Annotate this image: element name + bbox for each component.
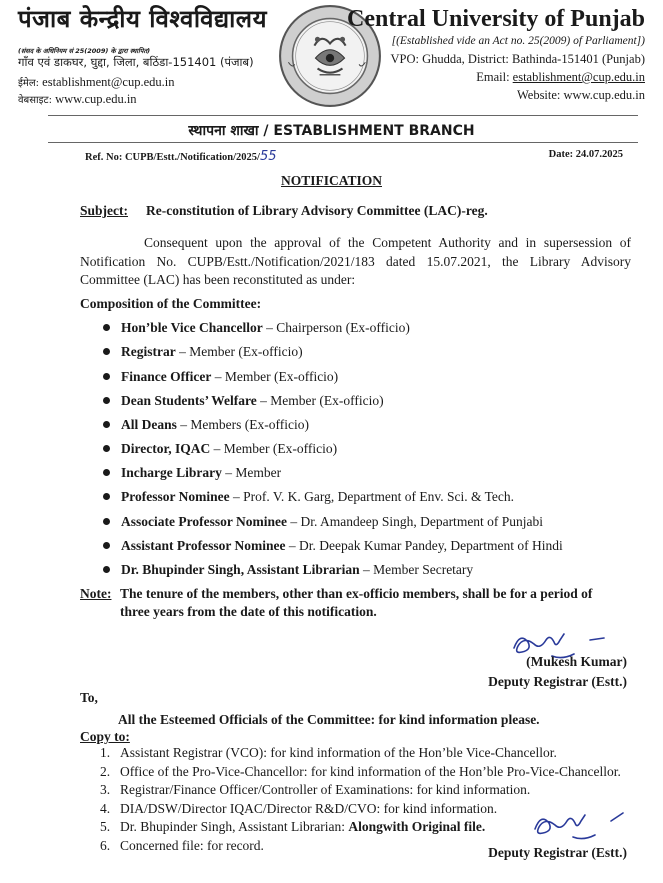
signatory-name: (Mukesh Kumar)	[526, 654, 627, 669]
member-detail: – Dr. Amandeep Singh, Department of Punjabi	[286, 514, 544, 529]
bullet-icon	[103, 324, 110, 331]
composition-heading: Composition of the Committee:	[80, 296, 262, 311]
notification-date: Date: 24.07.2025	[548, 149, 623, 160]
copy-to-item	[100, 838, 264, 854]
bullet-icon	[103, 493, 110, 500]
member-list-item	[103, 344, 303, 360]
copy-to-text: Dr. Bhupinder Singh, Assistant Librarian:	[120, 819, 349, 834]
copy-to-number: 2.	[100, 764, 111, 779]
member-detail: – Chairperson (Ex-officio)	[262, 320, 410, 335]
member-list-item	[103, 489, 514, 505]
header-divider-bottom	[48, 142, 638, 143]
body-paragraph: Consequent upon the approval of the Competent Authority and in supersession of Notification No. CUPB/Estt./Notification/2021/183 dated 15.07.2021, the Library Advisory Committee (LAC) has been reconstituted as under:	[80, 235, 631, 287]
english-email-label: Email:	[476, 70, 510, 84]
member-role: Registrar	[121, 344, 176, 359]
bullet-icon	[103, 518, 110, 525]
hindi-email-link[interactable]: establishment@cup.edu.in	[42, 75, 175, 89]
signatory2-designation: Deputy Registrar (Estt.)	[488, 845, 627, 860]
hindi-subtitle: (संसद के अधिनियम सं 25(2009) के द्वारा स्थापित)	[18, 47, 151, 55]
english-established-note: [(Established vide an Act no. 25(2009) of Parliament])	[391, 35, 645, 47]
hindi-email-label: ईमेल:	[18, 78, 40, 89]
hindi-website-label: वेबसाइट:	[18, 95, 52, 106]
copy-to-item	[100, 801, 497, 817]
notification-title: NOTIFICATION	[280, 173, 382, 188]
hindi-address: गाँव एवं डाकघर, घुद्दा, जिला, बठिंडा-151401 (पंजाब)	[18, 55, 254, 69]
hindi-website-link[interactable]: www.cup.edu.in	[55, 92, 137, 106]
english-university-title: Central University of Punjab	[347, 6, 645, 32]
bullet-icon	[103, 373, 110, 380]
copy-to-text: Assistant Registrar (VCO): for kind information of the Hon’ble Vice-Chancellor.	[120, 745, 557, 760]
copy-to-number: 4.	[100, 801, 111, 816]
copy-to-number: 1.	[100, 745, 111, 760]
member-detail: – Members (Ex-officio)	[176, 417, 309, 432]
member-role: Associate Professor Nominee	[121, 514, 287, 529]
copy-to-text: Registrar/Finance Officer/Controller of Examinations: for kind information.	[120, 782, 531, 797]
english-website-line	[517, 88, 645, 103]
member-list-item	[103, 417, 309, 433]
bullet-icon	[103, 348, 110, 355]
member-detail: – Member (Ex-officio)	[175, 344, 303, 359]
member-detail: – Dr. Deepak Kumar Pandey, Department of Hindi	[285, 538, 563, 553]
bullet-icon	[103, 397, 110, 404]
member-list-item	[103, 441, 337, 457]
member-role: Incharge Library	[121, 465, 222, 480]
note-label: Note:	[80, 586, 112, 601]
member-detail: – Member Secretary	[359, 562, 474, 577]
handwritten-reference-number: 55	[259, 149, 277, 164]
copy-to-item	[100, 745, 557, 761]
note-text: The tenure of the members, other than ex-officio members, shall be for a period of three years from the date of this notification.	[120, 586, 593, 619]
hindi-university-title: पंजाब केन्द्रीय विश्वविद्यालय	[18, 5, 267, 33]
copy-to-item	[100, 764, 621, 780]
subject-text: Re-constitution of Library Advisory Committee (LAC)-reg.	[146, 203, 488, 218]
english-website-link[interactable]: www.cup.edu.in	[563, 88, 645, 102]
copy-to-heading: Copy to:	[80, 729, 130, 744]
copy-to-number: 3.	[100, 782, 111, 797]
member-role: All Deans	[121, 417, 177, 432]
copy-to-number: 5.	[100, 819, 111, 834]
member-role: Finance Officer	[121, 369, 212, 384]
copy-to-bold-text: Alongwith Original file.	[348, 819, 486, 834]
bullet-icon	[103, 469, 110, 476]
copy-to-item	[100, 782, 530, 798]
member-detail: – Member (Ex-officio)	[210, 441, 338, 456]
member-list-item	[103, 514, 543, 530]
subject-label: Subject:	[80, 203, 128, 218]
copy-to-item	[100, 819, 485, 835]
member-detail: – Member	[221, 465, 282, 480]
member-list-item	[103, 320, 410, 336]
english-website-label: Website:	[516, 88, 561, 102]
member-role: Assistant Professor Nominee	[121, 538, 286, 553]
english-email-link[interactable]: establishment@cup.edu.in	[512, 70, 645, 84]
member-role: Professor Nominee	[121, 489, 230, 504]
reference-label: Ref. No: CUPB/Estt./Notification/2025/	[85, 152, 260, 163]
english-address: VPO: Ghudda, District: Bathinda-151401 (Punjab)	[390, 52, 645, 66]
subject-line	[80, 203, 488, 219]
member-list-item	[103, 465, 281, 481]
member-list-item	[103, 393, 384, 409]
reference-number	[85, 149, 277, 164]
bullet-icon	[103, 566, 110, 573]
bullet-icon	[103, 421, 110, 428]
branch-heading: स्थापना शाखा / ESTABLISHMENT BRANCH	[188, 123, 475, 139]
hindi-website-line	[18, 92, 137, 107]
bullet-icon	[103, 445, 110, 452]
member-detail: – Member (Ex-officio)	[211, 369, 339, 384]
member-role: Hon’ble Vice Chancellor	[121, 320, 263, 335]
member-list-item	[103, 369, 338, 385]
copy-to-text: DIA/DSW/Director IQAC/Director R&D/CVO: for kind information.	[120, 801, 498, 816]
hindi-email-line	[18, 75, 175, 90]
signature-image-2	[525, 805, 635, 845]
member-list-item	[103, 538, 563, 554]
bullet-icon	[103, 542, 110, 549]
header-divider-top	[48, 115, 638, 116]
member-role: Director, IQAC	[121, 441, 211, 456]
member-detail: – Prof. V. K. Garg, Department of Env. Sci. & Tech.	[229, 489, 514, 504]
member-role: Dr. Bhupinder Singh	[121, 562, 241, 577]
english-email-line	[476, 70, 645, 85]
member-role-suffix: , Assistant Librarian	[240, 562, 360, 577]
copy-to-number: 6.	[100, 838, 111, 853]
member-role: Dean Students’ Welfare	[121, 393, 257, 408]
member-detail: – Member (Ex-officio)	[256, 393, 384, 408]
to-label: To,	[80, 690, 98, 705]
to-recipients: All the Esteemed Officials of the Committee: for kind information please.	[118, 712, 540, 727]
copy-to-text: Office of the Pro-Vice-Chancellor: for kind information of the Hon’ble Pro-Vice-Chancellor.	[120, 764, 621, 779]
copy-to-text: Concerned file: for record.	[120, 838, 264, 853]
signatory-designation: Deputy Registrar (Estt.)	[488, 674, 627, 689]
member-list-item	[103, 562, 473, 578]
